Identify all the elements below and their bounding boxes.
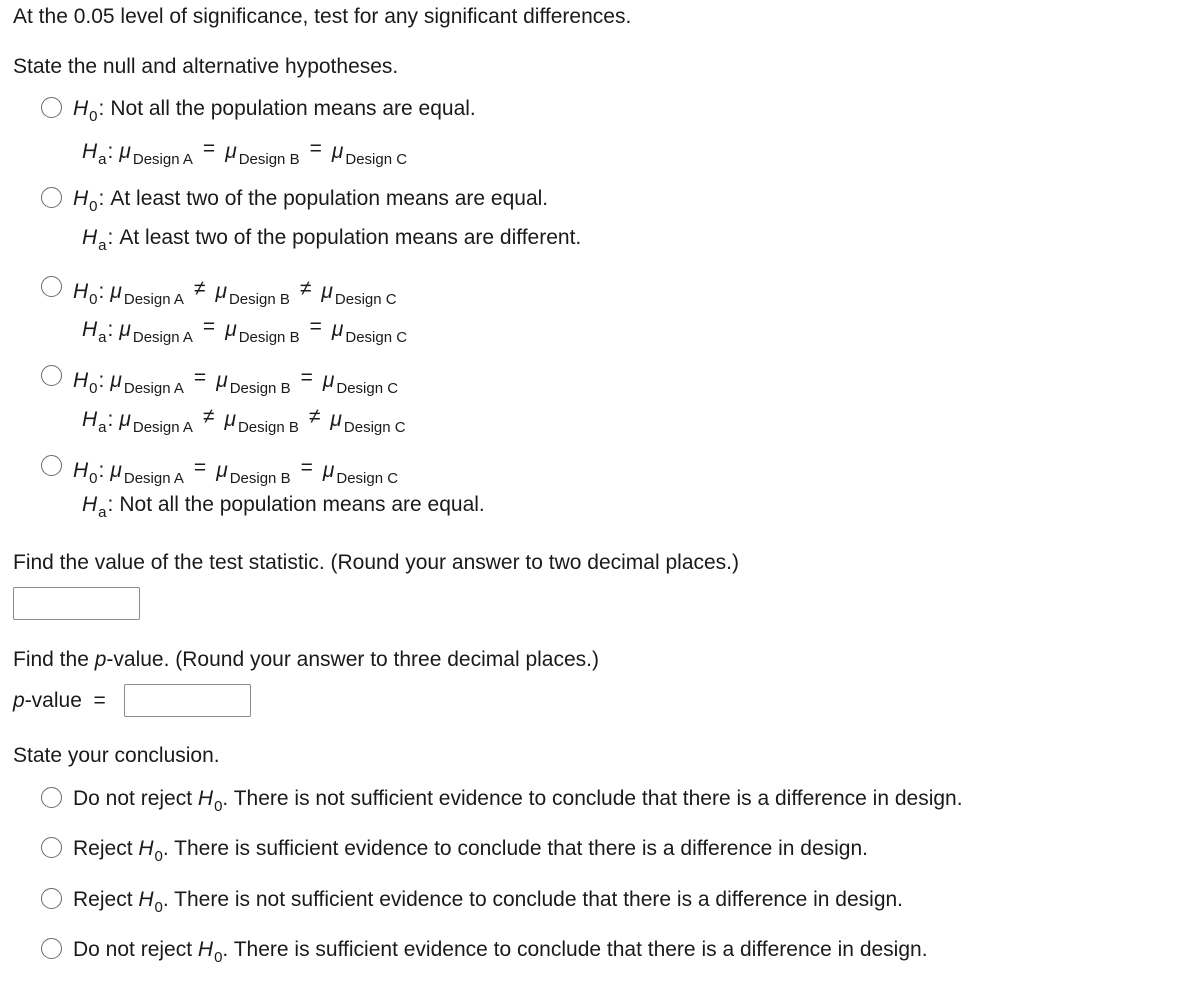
test-statistic-input[interactable] <box>13 587 140 620</box>
hypothesis-option-3-ha: $H_a$: μ $_{Design A}$ = μ $_{Design B}$ = μ $_{Design C}$ <box>82 315 408 346</box>
pvalue-prompt: Find the p-value. (Round your answer to three decimal places.) <box>13 648 599 671</box>
hypothesis-option-2-radio[interactable] <box>41 187 62 208</box>
hypothesis-option-5-ha: $H_a$: Not all the population means are equal. <box>82 493 485 521</box>
pvalue-input[interactable] <box>124 684 251 717</box>
hypothesis-option-4-h0: $H_0$: μ $_{Design A}$ = μ $_{Design B}$ = μ $_{Design C}$ <box>73 366 399 397</box>
hypothesis-option-5-h0: $H_0$: μ $_{Design A}$ = μ $_{Design B}$ = μ $_{Design C}$ <box>73 456 399 487</box>
hypothesis-option-4-ha: $H_a$: μ $_{Design A}$ ≠ μ $_{Design B}$ ≠ μ $_{Design C}$ <box>82 405 406 436</box>
hypothesis-option-1-radio[interactable] <box>41 97 62 118</box>
hypothesis-option-5-radio[interactable] <box>41 455 62 476</box>
hypothesis-option-1-ha: $H_a$: μ $_{Design A}$ = μ $_{Design B}$ = μ $_{Design C}$ <box>82 137 408 168</box>
pvalue-label: p-value = <box>13 689 106 712</box>
hypothesis-option-4-radio[interactable] <box>41 365 62 386</box>
test-statistic-prompt: Find the value of the test statistic. (Round your answer to two decimal places.) <box>13 551 740 574</box>
conclusion-option-3-radio[interactable] <box>41 888 62 909</box>
conclusion-option-3-text: Reject $H_0$. There is not sufficient evidence to conclude that there is a difference in design. <box>73 888 904 916</box>
conclusion-option-4-text: Do not reject $H_0$. There is sufficient evidence to conclude that there is a difference in design. <box>73 938 928 966</box>
hypothesis-option-2-ha: $H_a$: At least two of the population means are different. <box>82 226 582 254</box>
conclusion-prompt: State your conclusion. <box>13 744 220 767</box>
question-intro: At the 0.05 level of significance, test for any significant differences. <box>13 5 632 28</box>
hypothesis-option-3-h0: $H_0$: μ $_{Design A}$ ≠ μ $_{Design B}$ ≠ μ $_{Design C}$ <box>73 277 397 308</box>
conclusion-option-1-text: Do not reject $H_0$. There is not sufficient evidence to conclude that there is a difference in design. <box>73 787 963 815</box>
hypothesis-option-2-h0: $H_0$: At least two of the population means are equal. <box>73 187 549 215</box>
conclusion-option-1-radio[interactable] <box>41 787 62 808</box>
hypothesis-option-3-radio[interactable] <box>41 276 62 297</box>
hypotheses-prompt: State the null and alternative hypotheses. <box>13 55 399 78</box>
hypothesis-option-1-h0: $H_0$: Not all the population means are equal. <box>73 97 476 125</box>
conclusion-option-2-radio[interactable] <box>41 837 62 858</box>
conclusion-option-2-text: Reject $H_0$. There is sufficient evidence to conclude that there is a difference in design. <box>73 837 868 865</box>
conclusion-option-4-radio[interactable] <box>41 938 62 959</box>
